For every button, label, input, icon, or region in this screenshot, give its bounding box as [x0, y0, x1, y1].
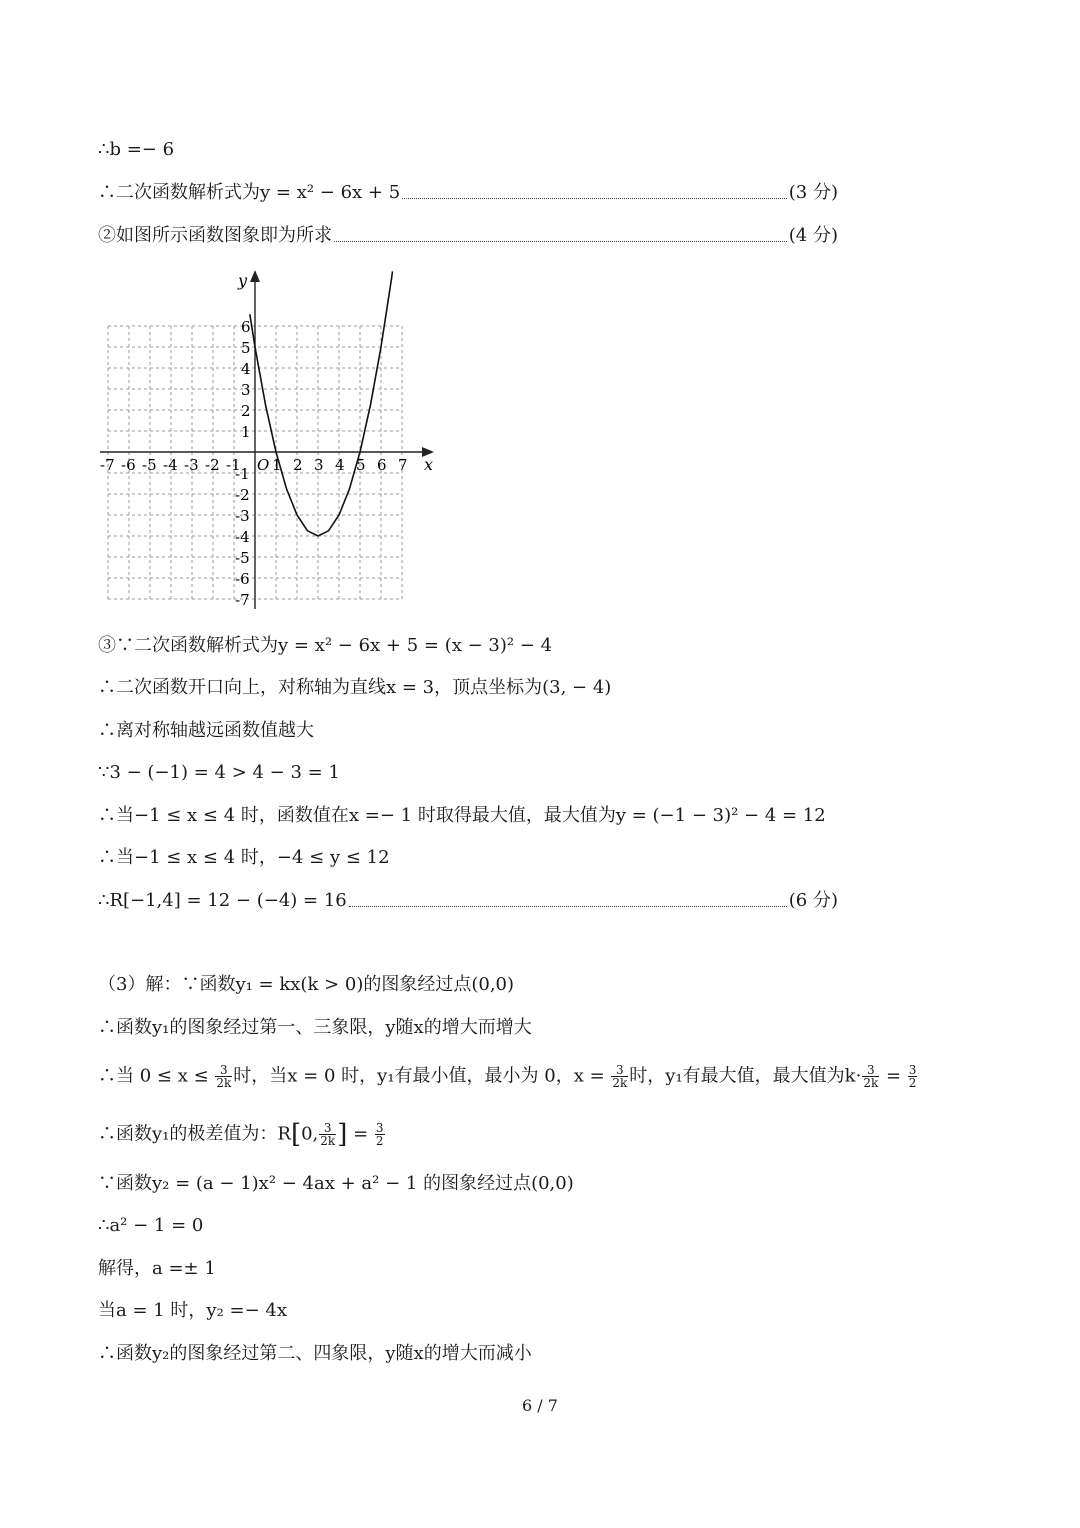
text-line-18: 当a = 1 时，y₂ =− 4x	[98, 1300, 288, 1321]
y-tick-label: 2	[241, 402, 251, 420]
y-axis-label: y	[238, 271, 248, 290]
text-line-2	[98, 181, 838, 205]
x-tick-label: 4	[335, 456, 345, 474]
x-tick-label: 2	[293, 456, 303, 474]
line-13-part-d: =	[880, 1065, 907, 1087]
x-tick-label: -5	[142, 456, 157, 474]
score-6: (6 分)	[788, 890, 838, 911]
line-2-text: ∴二次函数解析式为y = x² − 6x + 5	[98, 182, 401, 203]
dot-leader	[349, 905, 787, 907]
fraction-3-over-2k: $\frac{3}{2k}$	[863, 1063, 879, 1090]
x-tick-label: 1	[272, 456, 282, 474]
page-number: 6 / 7	[522, 1396, 558, 1415]
y-tick-label: -6	[235, 570, 250, 588]
text-line-4: ③∵二次函数解析式为y = x² − 6x + 5 = (x − 3)² − 4	[98, 635, 553, 656]
text-line-1: ∴b =− 6	[98, 139, 175, 160]
origin-label: O	[257, 456, 270, 474]
score-4: (4 分)	[788, 225, 838, 246]
parabola-graph	[96, 266, 441, 616]
text-line-19: ∴函数y₂的图象经过第二、四象限，y随x的增大而减小	[98, 1343, 532, 1364]
dot-leader	[334, 240, 787, 242]
x-axis-label: x	[424, 455, 434, 474]
text-line-8: ∴当−1 ≤ x ≤ 4 时，函数值在x =− 1 时取得最大值，最大值为y = (−1 − 3)² − 4 = 12	[98, 805, 826, 826]
line-13-part-c: 时，y₁有最大值，最大值为k·	[629, 1065, 862, 1087]
text-line-13	[98, 1064, 918, 1089]
line-14-part-c: =	[347, 1123, 374, 1145]
y-tick-label: 4	[241, 360, 251, 378]
score-3: (3 分)	[788, 182, 838, 203]
y-tick-label: 5	[241, 339, 251, 357]
y-axis-arrow	[250, 270, 260, 282]
x-tick-label: -4	[163, 456, 178, 474]
y-tick-label: 3	[241, 381, 251, 399]
text-line-3	[98, 224, 838, 248]
fraction-3-over-2k: $\frac{3}{2k}$	[320, 1121, 336, 1148]
fraction-3-over-2: $\frac{3}{2}$	[375, 1121, 384, 1148]
fraction-3-over-2k: $\frac{3}{2k}$	[612, 1063, 628, 1090]
text-line-10	[98, 889, 838, 913]
text-line-7: ∵3 − (−1) = 4 > 4 − 3 = 1	[98, 762, 340, 783]
fraction-3-over-2: $\frac{3}{2}$	[908, 1063, 917, 1090]
y-tick-label: -5	[235, 549, 250, 567]
x-tick-label: -3	[184, 456, 199, 474]
fraction-3-over-2k: $\frac{3}{2k}$	[216, 1063, 232, 1090]
x-tick-label: 7	[398, 456, 408, 474]
text-line-12: ∴函数y₁的图象经过第一、三象限，y随x的增大而增大	[98, 1017, 532, 1038]
parabola-curve	[250, 271, 393, 536]
line-13-part-b: 时，当x = 0 时，y₁有最小值，最小为 0，x =	[233, 1065, 611, 1087]
y-tick-label: 1	[241, 423, 251, 441]
x-tick-label: 6	[377, 456, 387, 474]
y-tick-label: 6	[241, 318, 251, 336]
x-tick-label: -7	[100, 456, 115, 474]
text-line-17: 解得，a =± 1	[98, 1258, 216, 1279]
dot-leader	[402, 197, 787, 199]
x-tick-label: -2	[205, 456, 220, 474]
y-tick-label: -7	[235, 591, 250, 609]
line-10-text: ∴R[−1,4] = 12 − (−4) = 16	[98, 890, 347, 911]
left-bracket: [	[290, 1119, 302, 1150]
x-tick-label: 5	[356, 456, 366, 474]
y-tick-label: -1	[235, 465, 250, 483]
y-tick-label: -4	[235, 528, 250, 546]
x-tick-label: -6	[121, 456, 136, 474]
y-tick-label: -2	[235, 486, 250, 504]
line-13-part-a: ∴当 0 ≤ x ≤	[98, 1065, 215, 1087]
text-line-11: （3）解：∵函数y₁ = kx(k > 0)的图象经过点(0,0)	[98, 974, 515, 995]
line-14-part-a: ∴函数y₁的极差值为：R	[98, 1123, 291, 1145]
text-line-15: ∵函数y₂ = (a − 1)x² − 4ax + a² − 1 的图象经过点(0,0)	[98, 1173, 574, 1194]
text-line-5: ∴二次函数开口向上，对称轴为直线x = 3，顶点坐标为(3, − 4)	[98, 677, 612, 698]
text-line-14	[98, 1119, 386, 1150]
y-tick-label: -3	[235, 507, 250, 525]
text-line-6: ∴离对称轴越远函数值越大	[98, 720, 314, 741]
x-tick-label: 3	[314, 456, 324, 474]
line-14-part-b: 0,	[301, 1123, 319, 1145]
line-3-text: ②如图所示函数图象即为所求	[98, 225, 332, 246]
right-bracket: ]	[337, 1119, 348, 1150]
x-tick-label: -1	[226, 456, 241, 474]
text-line-16: ∴a² − 1 = 0	[98, 1215, 204, 1236]
text-line-9: ∴当−1 ≤ x ≤ 4 时，−4 ≤ y ≤ 12	[98, 847, 390, 868]
